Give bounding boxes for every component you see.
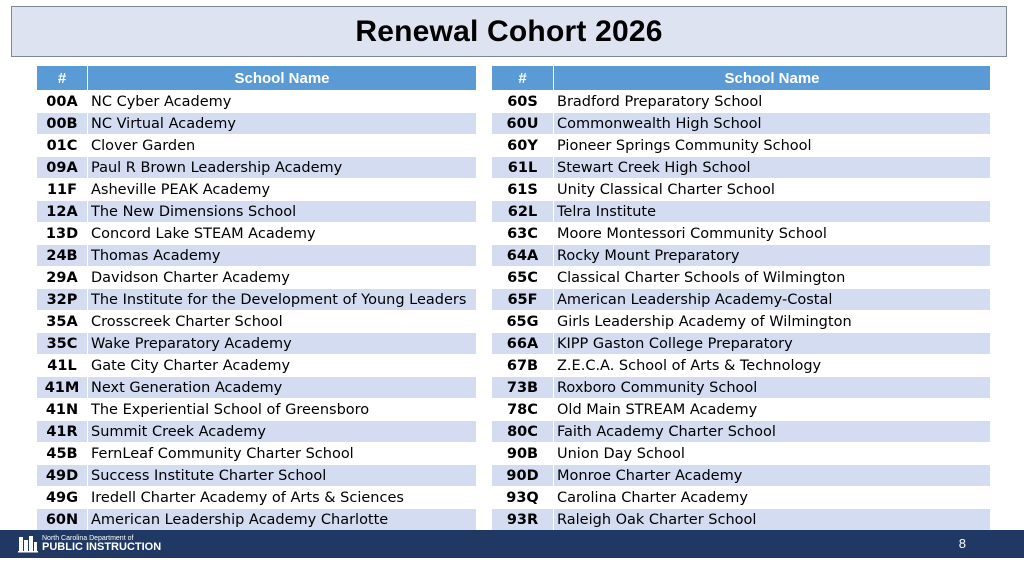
school-code-cell: 60N xyxy=(37,509,88,531)
school-code-cell: 00A xyxy=(37,91,88,113)
table-row xyxy=(37,421,477,443)
school-name-cell: NC Cyber Academy xyxy=(88,91,477,113)
school-code-cell: 09A xyxy=(37,157,88,179)
ncdpi-logo xyxy=(18,535,161,553)
school-code-cell: 41N xyxy=(37,399,88,421)
table-row xyxy=(37,157,477,179)
table-row xyxy=(492,465,991,487)
school-code-cell: 80C xyxy=(492,421,554,443)
cohort-table-right xyxy=(491,65,991,531)
cohort-table-left xyxy=(36,65,477,531)
school-name-cell: NC Virtual Academy xyxy=(88,113,477,135)
table-row xyxy=(492,179,991,201)
school-code-cell: 65F xyxy=(492,289,554,311)
table-row xyxy=(37,113,477,135)
school-code-cell: 49D xyxy=(37,465,88,487)
column-header-school-name: School Name xyxy=(554,66,991,91)
school-name-cell: Old Main STREAM Academy xyxy=(554,399,991,421)
school-name-cell: Pioneer Springs Community School xyxy=(554,135,991,157)
table-row xyxy=(37,223,477,245)
school-name-cell: The Institute for the Development of Young Leaders xyxy=(88,289,477,311)
table-row xyxy=(37,201,477,223)
school-code-cell: 60Y xyxy=(492,135,554,157)
school-name-cell: Roxboro Community School xyxy=(554,377,991,399)
table-header-row xyxy=(37,66,477,91)
table-row xyxy=(492,333,991,355)
school-name-cell: Bradford Preparatory School xyxy=(554,91,991,113)
table-row xyxy=(37,377,477,399)
school-code-cell: 90D xyxy=(492,465,554,487)
table-row xyxy=(492,245,991,267)
table-row xyxy=(37,179,477,201)
table-row xyxy=(492,509,991,531)
table-row xyxy=(492,157,991,179)
table-row xyxy=(37,355,477,377)
school-name-cell: Crosscreek Charter School xyxy=(88,311,477,333)
school-name-cell: Commonwealth High School xyxy=(554,113,991,135)
school-name-cell: Union Day School xyxy=(554,443,991,465)
school-code-cell: 32P xyxy=(37,289,88,311)
table-row xyxy=(37,509,477,531)
school-code-cell: 41L xyxy=(37,355,88,377)
school-code-cell: 65C xyxy=(492,267,554,289)
school-code-cell: 01C xyxy=(37,135,88,157)
table-row xyxy=(37,465,477,487)
org-name-line1: North Carolina Department of xyxy=(42,535,134,542)
table-row xyxy=(37,289,477,311)
table-body-left xyxy=(37,91,477,531)
table-row xyxy=(492,135,991,157)
table-row xyxy=(492,399,991,421)
table-header-row xyxy=(492,66,991,91)
school-code-cell: 35C xyxy=(37,333,88,355)
school-name-cell: Faith Academy Charter School xyxy=(554,421,991,443)
school-code-cell: 66A xyxy=(492,333,554,355)
school-name-cell: Summit Creek Academy xyxy=(88,421,477,443)
table-row xyxy=(492,289,991,311)
school-name-cell: Carolina Charter Academy xyxy=(554,487,991,509)
school-code-cell: 65G xyxy=(492,311,554,333)
school-code-cell: 60U xyxy=(492,113,554,135)
logo-text xyxy=(42,535,161,553)
school-name-cell: Concord Lake STEAM Academy xyxy=(88,223,477,245)
school-name-cell: Moore Montessori Community School xyxy=(554,223,991,245)
table-row xyxy=(492,487,991,509)
table-row xyxy=(37,487,477,509)
school-code-cell: 29A xyxy=(37,267,88,289)
school-code-cell: 93R xyxy=(492,509,554,531)
table-row xyxy=(492,201,991,223)
column-header-number: # xyxy=(492,66,554,91)
column-header-school-name: School Name xyxy=(88,66,477,91)
school-name-cell: Gate City Charter Academy xyxy=(88,355,477,377)
school-code-cell: 61L xyxy=(492,157,554,179)
school-name-cell: Classical Charter Schools of Wilmington xyxy=(554,267,991,289)
table-row xyxy=(492,91,991,113)
school-code-cell: 67B xyxy=(492,355,554,377)
school-code-cell: 60S xyxy=(492,91,554,113)
table-row xyxy=(37,91,477,113)
school-name-cell: American Leadership Academy-Costal xyxy=(554,289,991,311)
school-code-cell: 73B xyxy=(492,377,554,399)
school-name-cell: Z.E.C.A. School of Arts & Technology xyxy=(554,355,991,377)
school-code-cell: 35A xyxy=(37,311,88,333)
footer-bar xyxy=(0,530,1024,558)
school-name-cell: Wake Preparatory Academy xyxy=(88,333,477,355)
school-name-cell: Stewart Creek High School xyxy=(554,157,991,179)
school-name-cell: FernLeaf Community Charter School xyxy=(88,443,477,465)
table-row xyxy=(492,377,991,399)
school-code-cell: 41M xyxy=(37,377,88,399)
school-code-cell: 41R xyxy=(37,421,88,443)
school-code-cell: 45B xyxy=(37,443,88,465)
school-name-cell: The New Dimensions School xyxy=(88,201,477,223)
school-code-cell: 64A xyxy=(492,245,554,267)
table-row xyxy=(492,311,991,333)
table-row xyxy=(37,333,477,355)
school-code-cell: 93Q xyxy=(492,487,554,509)
school-code-cell: 13D xyxy=(37,223,88,245)
school-name-cell: The Experiential School of Greensboro xyxy=(88,399,477,421)
table-row xyxy=(37,267,477,289)
column-header-number: # xyxy=(37,66,88,91)
table-row xyxy=(492,223,991,245)
school-code-cell: 00B xyxy=(37,113,88,135)
school-name-cell: Davidson Charter Academy xyxy=(88,267,477,289)
school-name-cell: Unity Classical Charter School xyxy=(554,179,991,201)
school-name-cell: Monroe Charter Academy xyxy=(554,465,991,487)
school-code-cell: 62L xyxy=(492,201,554,223)
table-row xyxy=(37,399,477,421)
school-name-cell: Iredell Charter Academy of Arts & Sciences xyxy=(88,487,477,509)
school-name-cell: Girls Leadership Academy of Wilmington xyxy=(554,311,991,333)
table-row xyxy=(492,355,991,377)
school-code-cell: 12A xyxy=(37,201,88,223)
school-code-cell: 49G xyxy=(37,487,88,509)
school-name-cell: Clover Garden xyxy=(88,135,477,157)
school-name-cell: Telra Institute xyxy=(554,201,991,223)
table-row xyxy=(492,443,991,465)
table-row xyxy=(37,135,477,157)
ncdpi-logo-icon xyxy=(18,535,38,553)
table-row xyxy=(492,267,991,289)
table-row xyxy=(37,311,477,333)
page-number: 8 xyxy=(958,536,966,551)
school-name-cell: Raleigh Oak Charter School xyxy=(554,509,991,531)
table-body-right xyxy=(492,91,991,531)
slide-title-box xyxy=(11,6,1007,57)
school-name-cell: American Leadership Academy Charlotte xyxy=(88,509,477,531)
school-name-cell: Next Generation Academy xyxy=(88,377,477,399)
school-code-cell: 61S xyxy=(492,179,554,201)
school-name-cell: Thomas Academy xyxy=(88,245,477,267)
school-code-cell: 78C xyxy=(492,399,554,421)
table-row xyxy=(37,245,477,267)
school-code-cell: 24B xyxy=(37,245,88,267)
school-code-cell: 90B xyxy=(492,443,554,465)
table-row xyxy=(37,443,477,465)
school-code-cell: 11F xyxy=(37,179,88,201)
school-name-cell: Success Institute Charter School xyxy=(88,465,477,487)
table-row xyxy=(492,421,991,443)
school-name-cell: Rocky Mount Preparatory xyxy=(554,245,991,267)
table-row xyxy=(492,113,991,135)
org-name-line2: PUBLIC INSTRUCTION xyxy=(42,541,162,553)
school-name-cell: Asheville PEAK Academy xyxy=(88,179,477,201)
school-name-cell: Paul R Brown Leadership Academy xyxy=(88,157,477,179)
school-code-cell: 63C xyxy=(492,223,554,245)
school-name-cell: KIPP Gaston College Preparatory xyxy=(554,333,991,355)
slide-title: Renewal Cohort 2026 xyxy=(355,14,663,48)
